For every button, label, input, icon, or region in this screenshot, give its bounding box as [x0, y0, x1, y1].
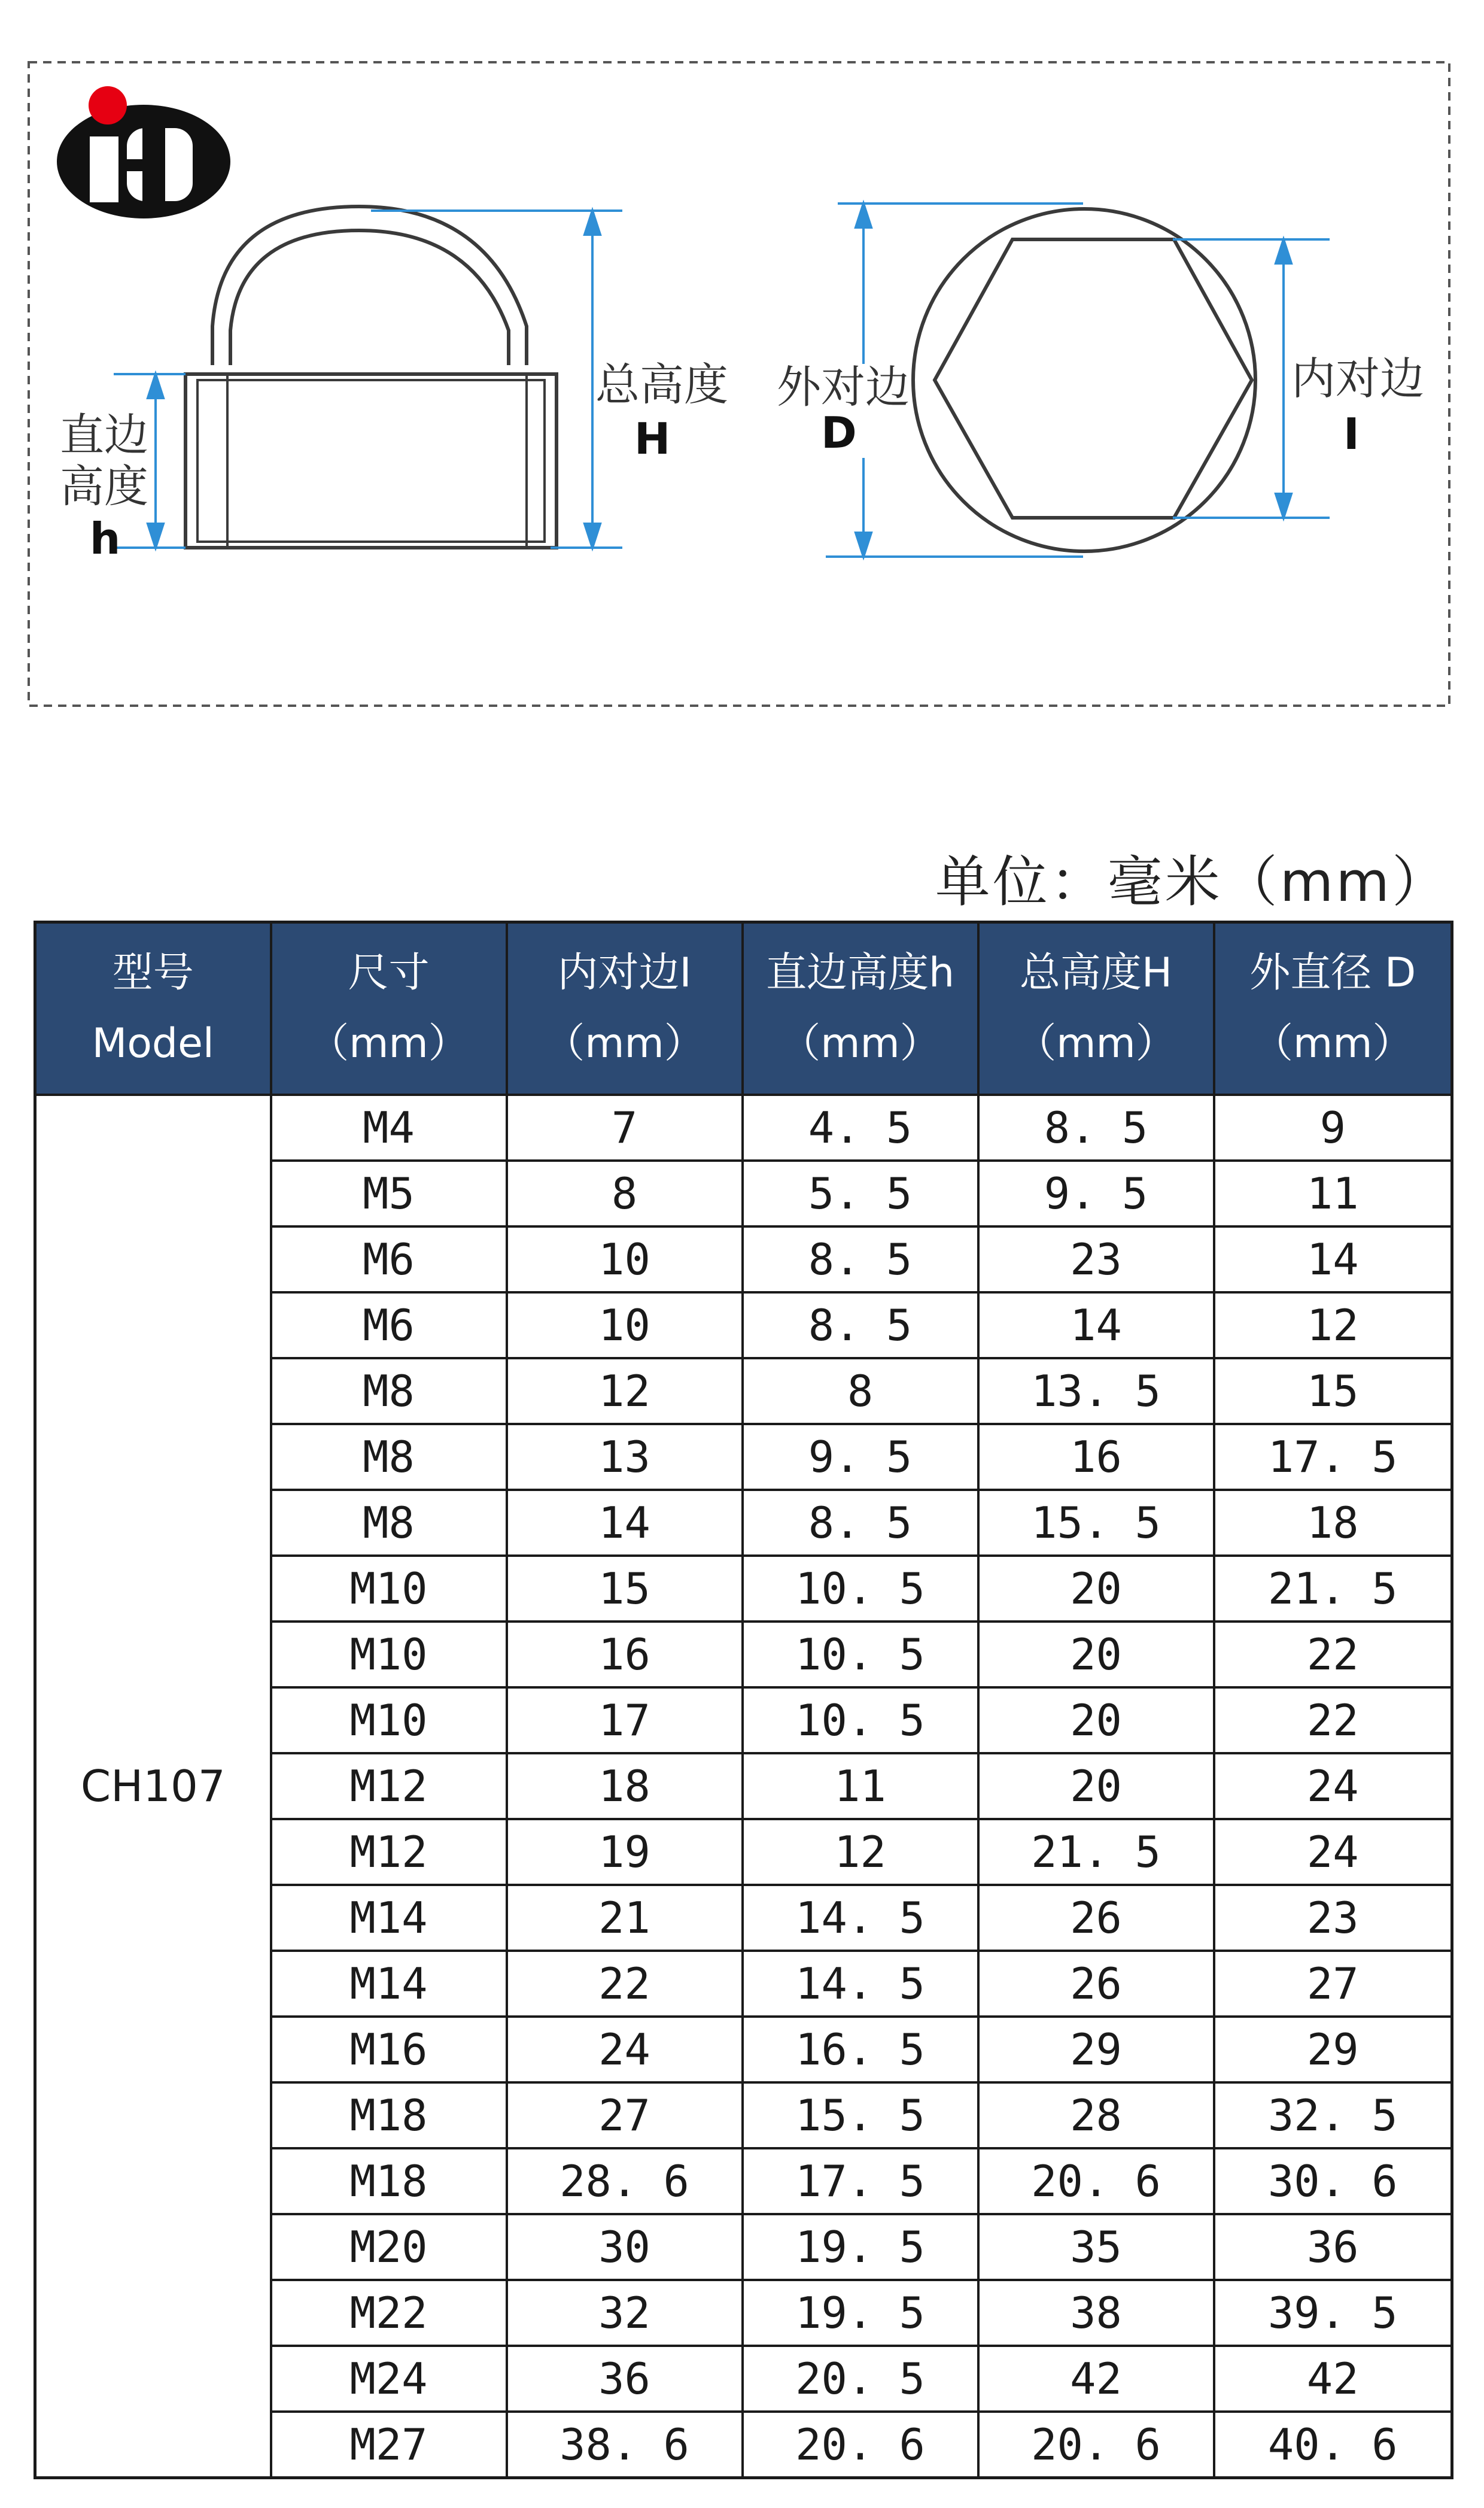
header-outer-diameter: 外直径 D （mm）: [1214, 922, 1452, 1095]
table-cell: M12: [271, 1753, 507, 1819]
table-cell: 35: [978, 2214, 1214, 2280]
table-cell: 16: [507, 1622, 743, 1687]
table-cell: 30: [507, 2214, 743, 2280]
table-cell: 15. 5: [978, 1490, 1214, 1556]
table-cell: 24: [1214, 1819, 1452, 1885]
table-cell: 36: [1214, 2214, 1452, 2280]
table-cell: 8. 5: [978, 1095, 1214, 1161]
table-cell: M18: [271, 2148, 507, 2214]
table-cell: 23: [978, 1226, 1214, 1292]
table-cell: 12: [743, 1819, 978, 1885]
company-logo: [57, 86, 230, 218]
table-cell: 29: [1214, 2017, 1452, 2082]
table-cell: 14. 5: [743, 1951, 978, 2017]
table-cell: 21. 5: [1214, 1556, 1452, 1622]
table-cell: 20: [978, 1622, 1214, 1687]
diagram-frame: [29, 62, 1449, 706]
straight-height-label-1: 直边: [60, 409, 148, 461]
table-cell: 22: [1214, 1622, 1452, 1687]
table-cell: 26: [978, 1885, 1214, 1951]
table-cell: 18: [507, 1753, 743, 1819]
table-cell: 40. 6: [1214, 2412, 1452, 2478]
table-cell: 9: [1214, 1095, 1452, 1161]
table-cell: M20: [271, 2214, 507, 2280]
table-cell: 13: [507, 1424, 743, 1490]
table-cell: 17. 5: [743, 2148, 978, 2214]
table-cell: 39. 5: [1214, 2280, 1452, 2346]
table-cell: 8. 5: [743, 1292, 978, 1358]
table-cell: 16. 5: [743, 2017, 978, 2082]
dimension-diagram: [0, 0, 1484, 778]
top-view-cap: [913, 209, 1255, 551]
table-cell: 16: [978, 1424, 1214, 1490]
table-cell: 17: [507, 1687, 743, 1753]
table-cell: M16: [271, 2017, 507, 2082]
table-cell: M4: [271, 1095, 507, 1161]
table-cell: 13. 5: [978, 1358, 1214, 1424]
table-cell: 20. 5: [743, 2346, 978, 2412]
table-cell: 30. 6: [1214, 2148, 1452, 2214]
table-cell: 11: [1214, 1161, 1452, 1226]
table-cell: 38: [978, 2280, 1214, 2346]
spec-table: [34, 921, 1453, 2479]
model-cell: CH107: [35, 1095, 271, 2478]
table-cell: M14: [271, 1885, 507, 1951]
table-cell: 9. 5: [978, 1161, 1214, 1226]
header-straight-height: 直边高度h （mm）: [743, 922, 978, 1095]
outer-flat-symbol: D: [821, 408, 857, 458]
table-cell: M14: [271, 1951, 507, 2017]
outer-flat-label: 外对边: [777, 362, 910, 413]
table-cell: 18: [1214, 1490, 1452, 1556]
table-cell: 23: [1214, 1885, 1452, 1951]
table-cell: 21. 5: [978, 1819, 1214, 1885]
table-cell: M8: [271, 1424, 507, 1490]
table-cell: 15. 5: [743, 2082, 978, 2148]
header-inner-flat: 内对边I （mm）: [507, 922, 743, 1095]
table-cell: 29: [978, 2017, 1214, 2082]
table-cell: 20: [978, 1687, 1214, 1753]
table-cell: 24: [1214, 1753, 1452, 1819]
table-cell: M24: [271, 2346, 507, 2412]
table-cell: 19: [507, 1819, 743, 1885]
total-height-label: 总高度: [595, 359, 728, 411]
table-cell: 8. 5: [743, 1490, 978, 1556]
header-size: 尺寸 （mm）: [271, 922, 507, 1095]
table-cell: M8: [271, 1490, 507, 1556]
table-row: [35, 1095, 1452, 1161]
table-cell: 8: [507, 1161, 743, 1226]
table-cell: 27: [507, 2082, 743, 2148]
table-cell: 14. 5: [743, 1885, 978, 1951]
table-cell: 20: [978, 1753, 1214, 1819]
inner-flat-symbol: I: [1343, 409, 1360, 459]
table-cell: 36: [507, 2346, 743, 2412]
table-cell: 12: [507, 1358, 743, 1424]
inner-flat-label: 内对边: [1291, 353, 1424, 405]
table-cell: M27: [271, 2412, 507, 2478]
table-cell: 38. 6: [507, 2412, 743, 2478]
table-cell: 19. 5: [743, 2280, 978, 2346]
table-cell: 12: [1214, 1292, 1452, 1358]
table-cell: 19. 5: [743, 2214, 978, 2280]
side-view-cap: [186, 207, 556, 548]
table-cell: M10: [271, 1687, 507, 1753]
table-cell: 9. 5: [743, 1424, 978, 1490]
table-cell: 32. 5: [1214, 2082, 1452, 2148]
table-cell: 27: [1214, 1951, 1452, 2017]
table-cell: 20. 6: [743, 2412, 978, 2478]
table-cell: 15: [507, 1556, 743, 1622]
unit-label: 单位：毫米（mm）: [935, 850, 1449, 914]
table-cell: M6: [271, 1226, 507, 1292]
table-cell: 20. 6: [978, 2412, 1214, 2478]
table-cell: 22: [1214, 1687, 1452, 1753]
table-cell: 7: [507, 1095, 743, 1161]
table-cell: 42: [978, 2346, 1214, 2412]
table-cell: M10: [271, 1622, 507, 1687]
table-cell: 4. 5: [743, 1095, 978, 1161]
header-total-height: 总高度H （mm）: [978, 922, 1214, 1095]
table-cell: 24: [507, 2017, 743, 2082]
table-cell: 14: [507, 1490, 743, 1556]
logo-red-dot: [89, 86, 127, 125]
header-model: 型号 Model: [35, 922, 271, 1095]
table-cell: M6: [271, 1292, 507, 1358]
table-cell: 28: [978, 2082, 1214, 2148]
diagram-svg: [0, 0, 1484, 778]
table-cell: 10. 5: [743, 1622, 978, 1687]
table-cell: M12: [271, 1819, 507, 1885]
table-cell: M22: [271, 2280, 507, 2346]
table-cell: M18: [271, 2082, 507, 2148]
table-body: [35, 1095, 1452, 2478]
table-cell: 15: [1214, 1358, 1452, 1424]
table-cell: 26: [978, 1951, 1214, 2017]
table-cell: 28. 6: [507, 2148, 743, 2214]
table-cell: M10: [271, 1556, 507, 1622]
table-cell: 14: [1214, 1226, 1452, 1292]
straight-height-label-2: 高度: [60, 461, 148, 512]
table-cell: M5: [271, 1161, 507, 1226]
table-cell: 17. 5: [1214, 1424, 1452, 1490]
table-cell: 10: [507, 1292, 743, 1358]
table-cell: 14: [978, 1292, 1214, 1358]
total-height-symbol: H: [634, 414, 671, 464]
table-cell: 20: [978, 1556, 1214, 1622]
table-cell: 8: [743, 1358, 978, 1424]
table-header-row: [35, 922, 1452, 1095]
table-cell: 10: [507, 1226, 743, 1292]
table-cell: 8. 5: [743, 1226, 978, 1292]
table-cell: 32: [507, 2280, 743, 2346]
table-cell: 42: [1214, 2346, 1452, 2412]
straight-height-symbol: h: [90, 514, 121, 564]
table-cell: 10. 5: [743, 1687, 978, 1753]
table-cell: 11: [743, 1753, 978, 1819]
table-cell: 21: [507, 1885, 743, 1951]
table-cell: 22: [507, 1951, 743, 2017]
table-cell: 20. 6: [978, 2148, 1214, 2214]
table-cell: 10. 5: [743, 1556, 978, 1622]
table-cell: 5. 5: [743, 1161, 978, 1226]
table-cell: M8: [271, 1358, 507, 1424]
